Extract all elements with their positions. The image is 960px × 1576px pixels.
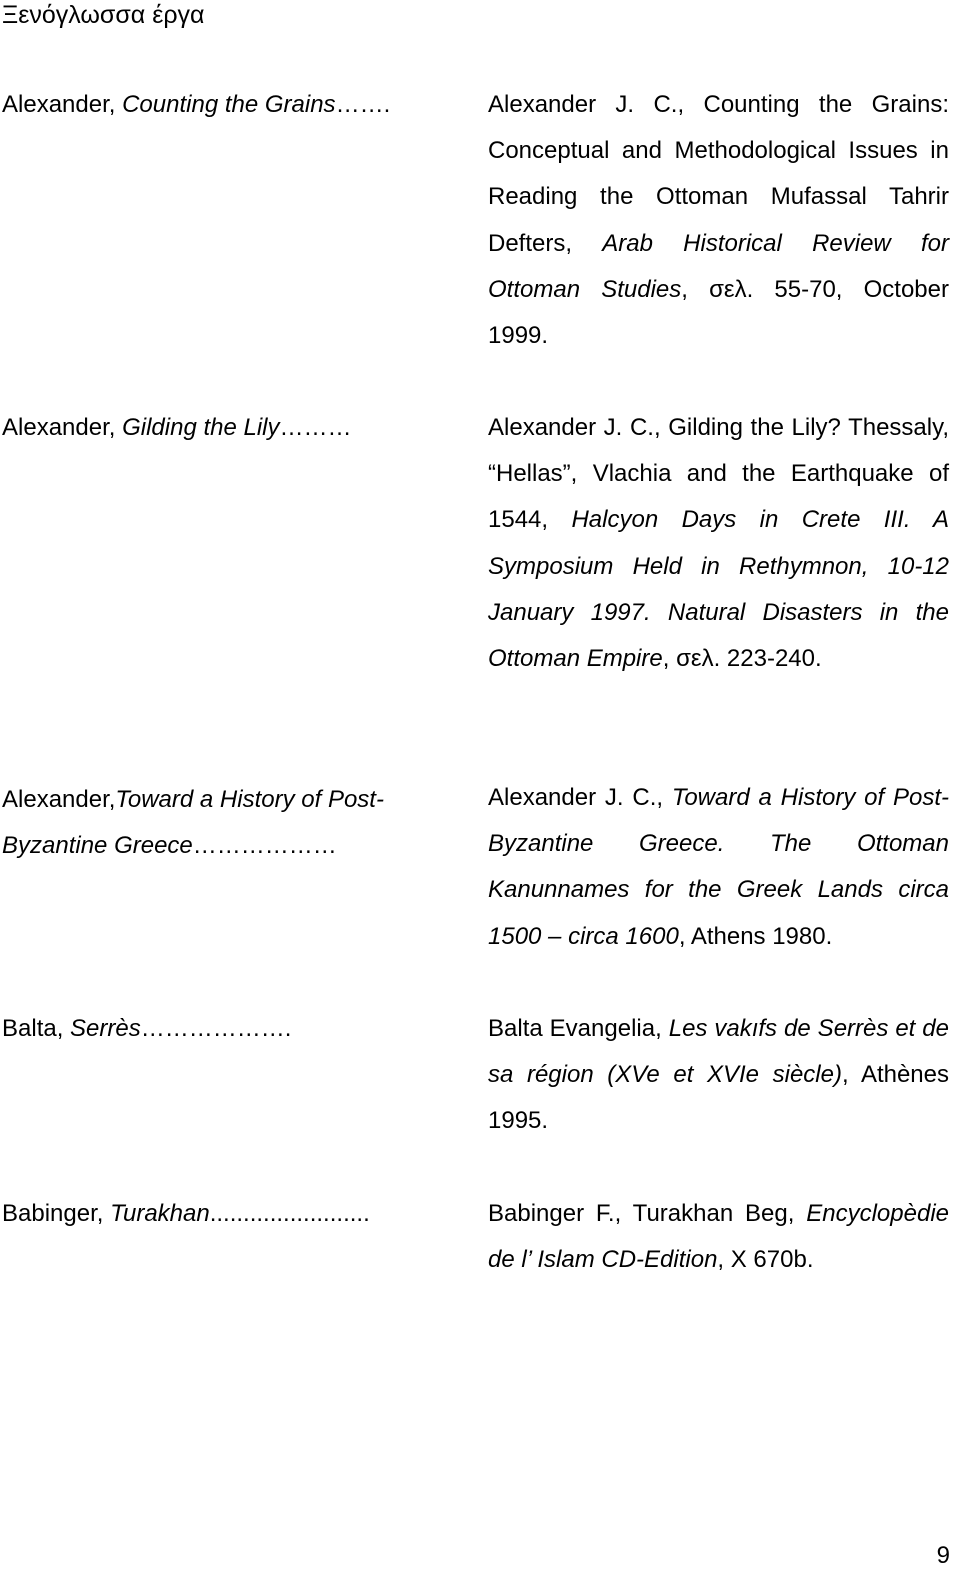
leader-dots: ........................: [209, 1200, 370, 1227]
reference-text: Babinger F., Turakhan Beg,: [488, 1200, 807, 1227]
short-reference: [2, 1191, 452, 1237]
short-reference: [2, 777, 442, 869]
section-heading: Ξενόγλωσσα έργα: [2, 1, 205, 29]
reference-text: Alexander J. C., Gilding the Lily? Thessaly, “Hellas”, Vlachia and the Earthquake of 1544,: [488, 414, 949, 534]
reference-title: Encyclopèdie de l’ Islam CD-Edition: [488, 1200, 949, 1274]
reference-title: Les vakıfs de Serrès et de sa région (XVe et XVIe siècle): [488, 1015, 950, 1089]
short-author: Balta,: [2, 1015, 71, 1042]
reference-text: , Athènes 1995.: [488, 1061, 950, 1135]
short-title: Toward a History of Post-Byzantine Greece: [2, 786, 384, 859]
leader-dots: ………………: [192, 832, 337, 859]
reference-text: , X 670b.: [717, 1246, 814, 1274]
short-author: Alexander,: [2, 91, 123, 118]
page-number: 9: [936, 1542, 950, 1569]
reference-text: Alexander J. C., Counting the Grains: Conceptual and Methodological Issues in Reading the Ottoman Mufassal Tahrir Defters,: [488, 91, 949, 257]
short-title: Turakhan: [110, 1200, 210, 1227]
short-author: Alexander,: [2, 786, 116, 813]
short-title: Counting the Grains: [122, 91, 336, 118]
reference-text: , Athens 1980.: [678, 922, 833, 950]
reference-title: Arab Historical Review for Ottoman Studies: [488, 229, 949, 303]
reference-text: Alexander J. C.,: [488, 784, 672, 811]
short-reference: [2, 405, 452, 451]
short-title: Serrès: [70, 1015, 141, 1042]
full-reference: [488, 775, 949, 960]
short-author: Babinger,: [2, 1200, 111, 1227]
leader-dots: …….: [335, 91, 391, 118]
short-reference: [2, 82, 452, 128]
reference-title: Toward a History of Post-Byzantine Greece. The Ottoman Kanunnames for the Greek Lands circa 1500 – circa 1600: [488, 784, 949, 950]
short-title: Gilding the Lily: [122, 414, 280, 441]
reference-text: Balta Evangelia,: [488, 1015, 669, 1042]
full-reference: [488, 1006, 949, 1145]
reference-title: Halcyon Days in Crete III. A Symposium Held in Rethymnon, 10-12 January 1997. Natural Disasters in the Ottoman Empire: [488, 506, 949, 673]
full-reference: [488, 82, 949, 359]
leader-dots: ……………….: [140, 1015, 292, 1042]
short-author: Alexander,: [2, 414, 123, 441]
leader-dots: ………: [279, 414, 352, 441]
full-reference: [488, 405, 949, 682]
short-reference: [2, 1006, 452, 1052]
full-reference: [488, 1191, 949, 1283]
reference-text: , σελ. 55-70, October 1999.: [488, 275, 949, 350]
reference-text: , σελ. 223-240.: [662, 645, 822, 673]
